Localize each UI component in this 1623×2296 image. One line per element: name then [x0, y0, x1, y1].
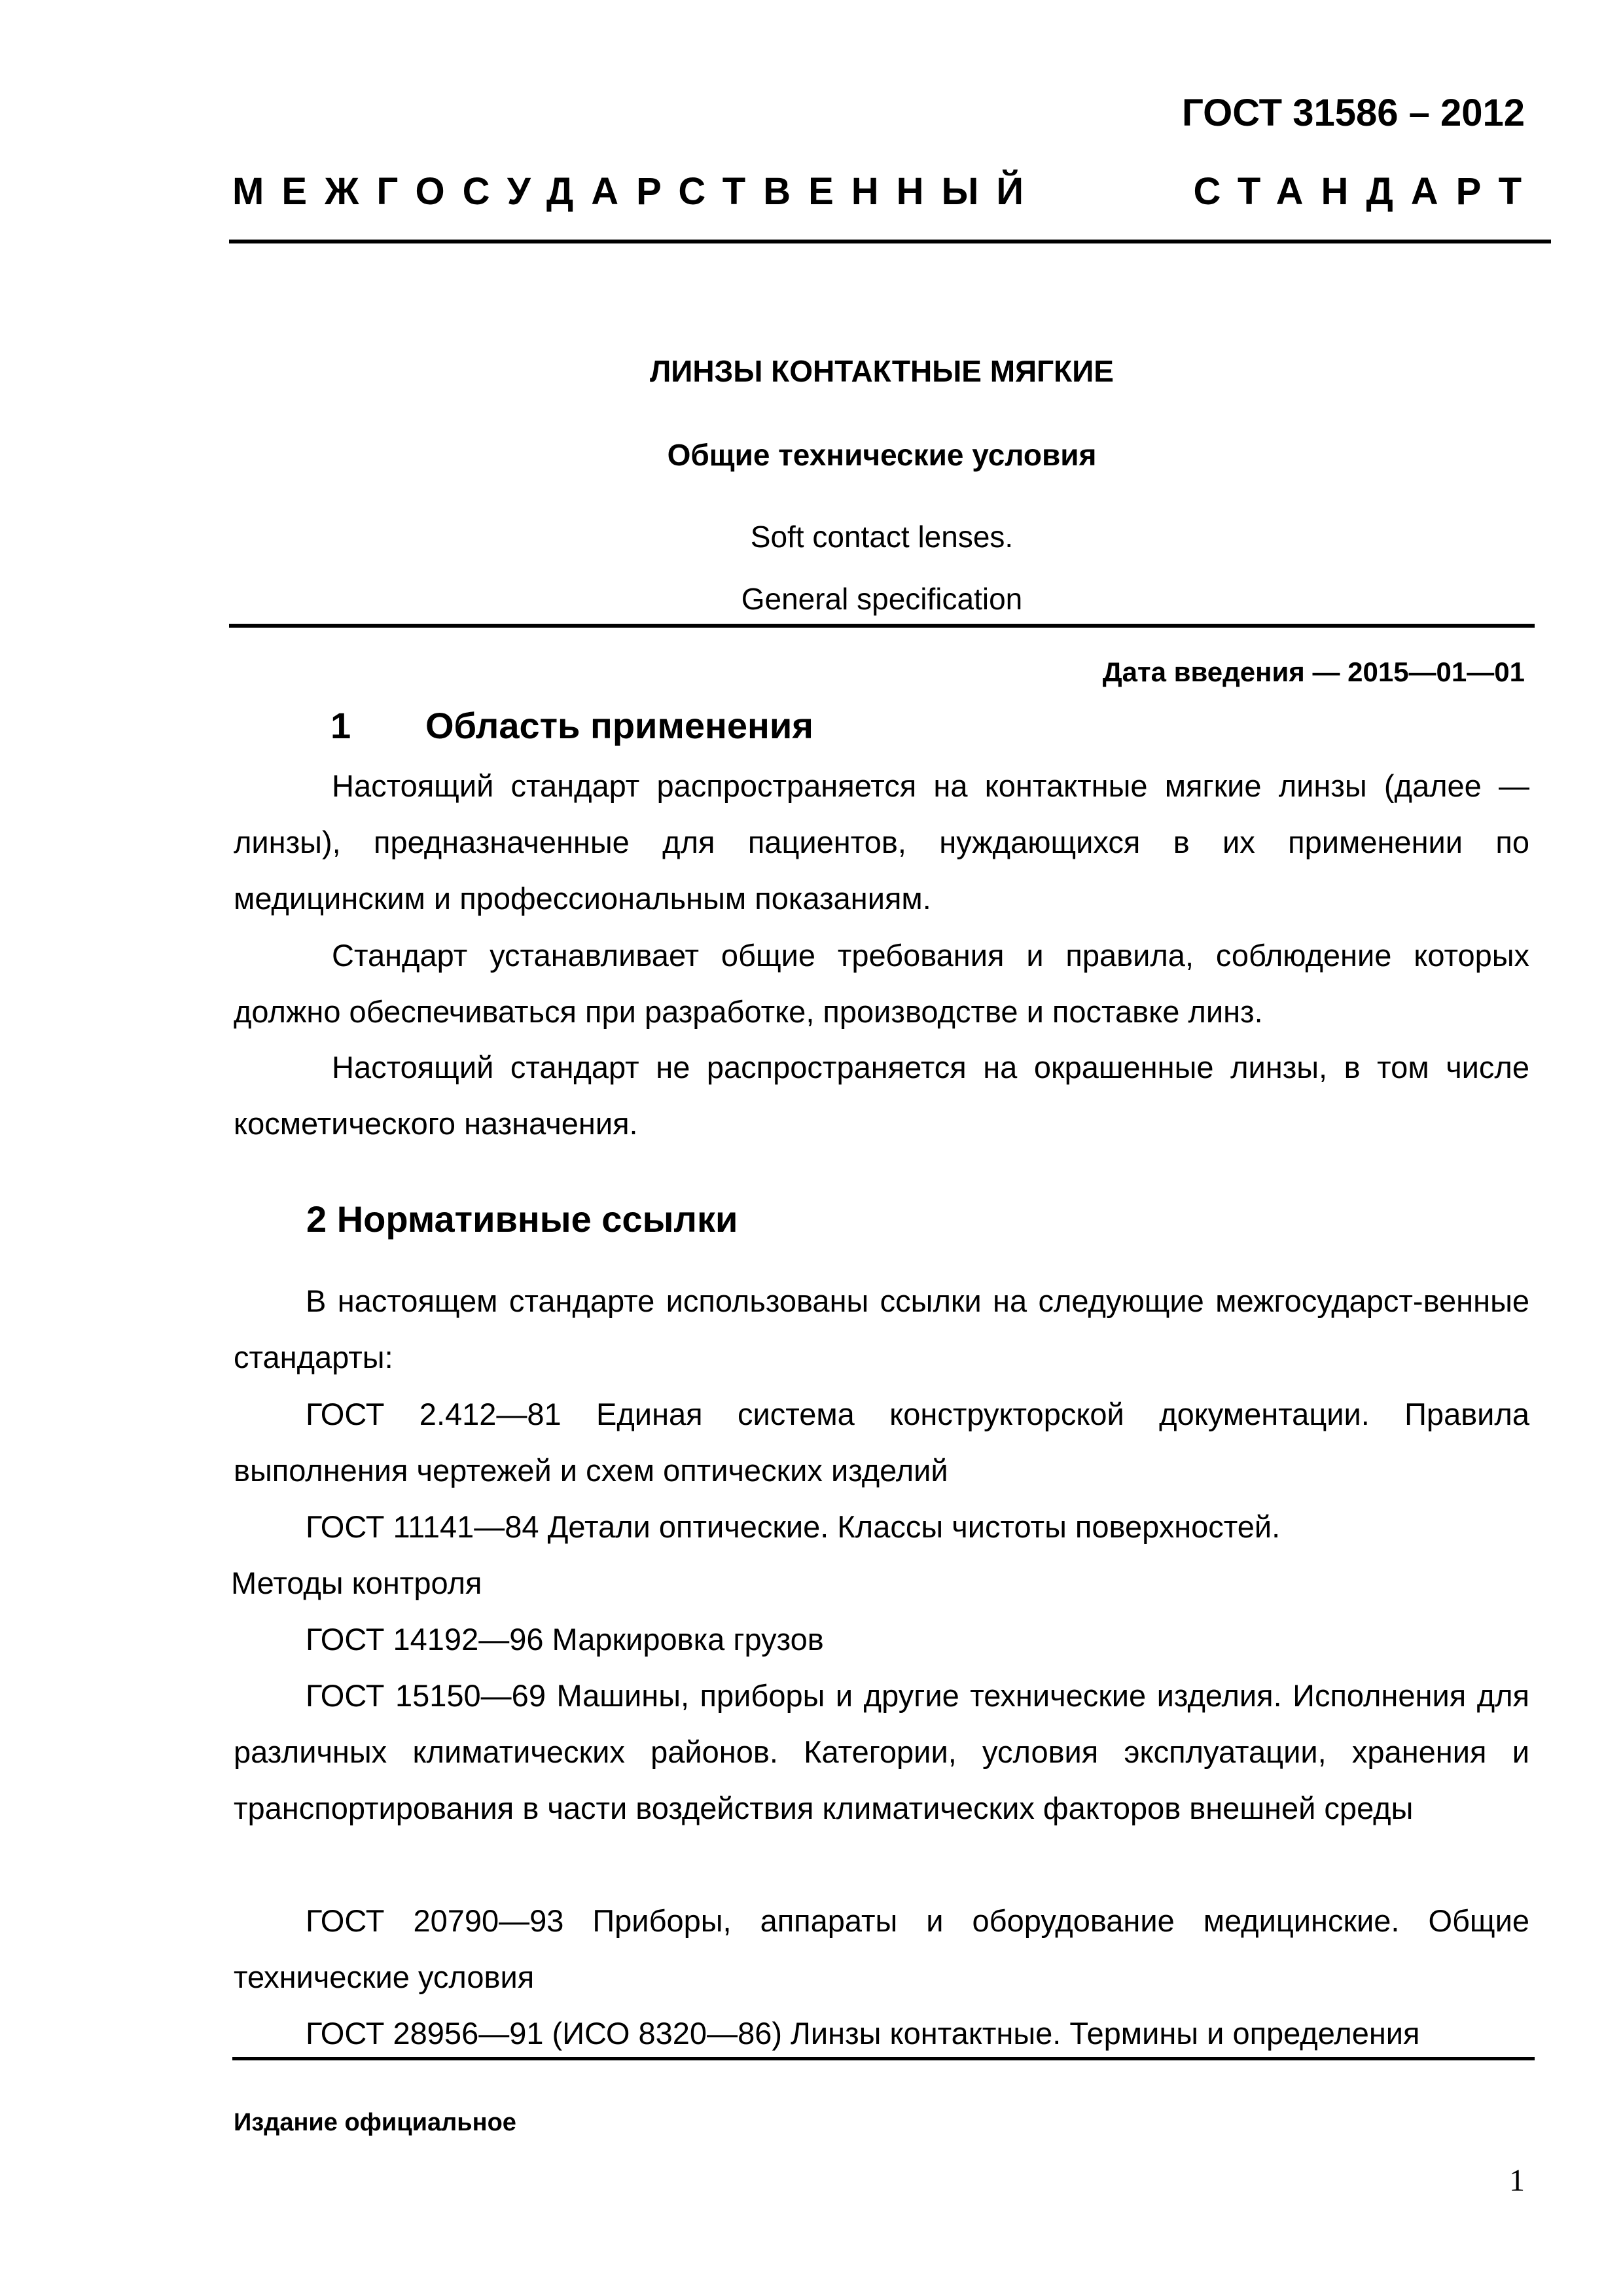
section-1-paragraph: Стандарт устанавливает общие требования и правила, соблюдение которых должно обеспечиваться при разработке, производстве и поставке линз.	[234, 938, 1529, 1029]
title-divider	[229, 624, 1535, 628]
header-interstate: МЕЖГОСУДАРСТВЕННЫЙ	[232, 170, 1042, 213]
reference-text: ГОСТ 11141—84 Детали оптические. Классы чистоты поверхностей.	[306, 1509, 1281, 1544]
introduction-date: Дата введения — 2015—01—01	[1102, 656, 1525, 687]
reference-continuation: Методы контроля	[231, 1566, 482, 1600]
section-2-intro: В настоящем стандарте использованы ссылки на следующие межгосударст-венные стандарты:	[234, 1283, 1529, 1374]
reference-item: ГОСТ 2.412—81 Единая система конструкторской документации. Правила выполнения чертежей и схем оптических изделий	[234, 1397, 1529, 1488]
section-2-heading: 2 Нормативные ссылки	[306, 1198, 738, 1240]
section-1-paragraph: Настоящий стандарт не распространяется на окрашенные линзы, в том числе косметического назначения.	[234, 1050, 1529, 1141]
document-title: ЛИНЗЫ КОНТАКТНЫЕ МЯГКИЕ	[649, 354, 1114, 388]
reference-item: ГОСТ 20790—93 Приборы, аппараты и оборудование медицинские. Общие технические условия	[234, 1903, 1529, 1994]
header-divider	[229, 240, 1551, 243]
header-standard: СТАНДАРТ	[1193, 170, 1539, 213]
reference-item: ГОСТ 15150—69 Машины, приборы и другие технические изделия. Исполнения для различных климатических районов. Категории, условия эксплуатации, хранения и транспортирования в части воздействия климатических факторов внешней среды	[234, 1678, 1529, 1825]
reference-item: ГОСТ 14192—96 Маркировка грузов	[306, 1622, 824, 1657]
standard-number: ГОСТ 31586 – 2012	[1181, 92, 1525, 134]
document-subtitle: Общие технические условия	[667, 438, 1097, 472]
section-1-title: Область применения	[425, 705, 813, 746]
official-edition-label: Издание официальное	[234, 2109, 516, 2136]
reference-item	[231, 1499, 1529, 1611]
section-1-number: 1	[330, 705, 351, 746]
page-number: 1	[1509, 2163, 1525, 2198]
reference-item: ГОСТ 28956—91 (ИСО 8320—86) Линзы контактные. Термины и определения	[306, 2016, 1420, 2051]
english-title-line2: General specification	[741, 582, 1023, 616]
section-1-paragraph: Настоящий стандарт распространяется на контактные мягкие линзы (далее — линзы), предназначенные для пациентов, нуждающихся в их применении по медицинским и профессиональным показаниям.	[234, 768, 1529, 916]
footer-divider	[232, 2057, 1535, 2060]
english-title-line1: Soft contact lenses.	[750, 520, 1014, 554]
